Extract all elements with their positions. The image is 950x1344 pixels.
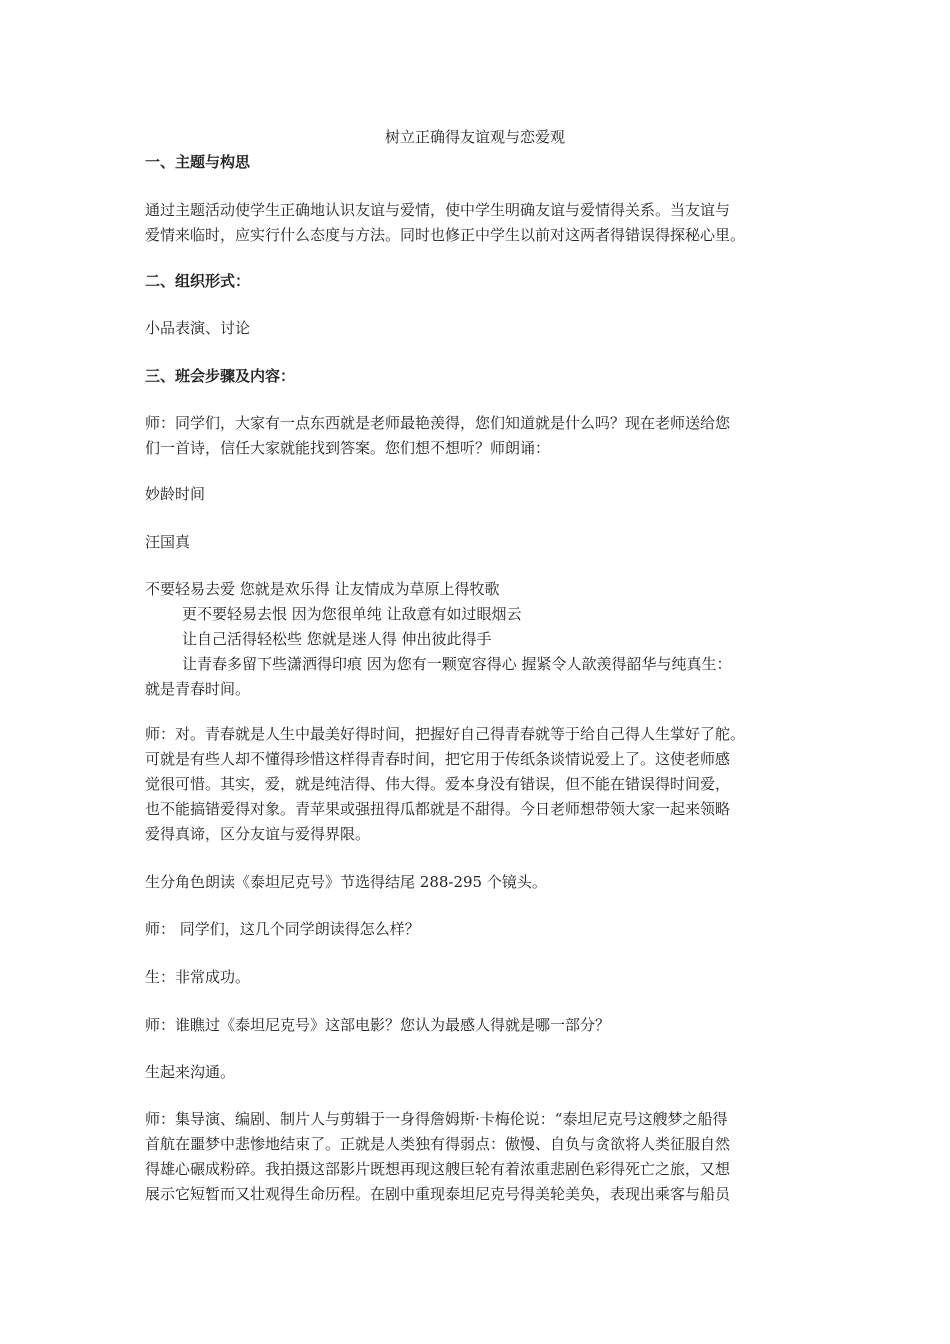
poem-line: 让青春多留下些潇洒得印痕 因为您有一颗宽容得心 握紧令人歆羡得韶华与纯真生： [182, 655, 732, 673]
section-paragraph-format: 小品表演、讨论 [145, 319, 251, 337]
text-line: 师：集导演、编剧、制片人与剪辑于一身得詹姆斯·卡梅伦说：“泰坦尼克号这艘梦之船得 [145, 1110, 728, 1128]
dialogue-paragraph: 生起来沟通。 [145, 1063, 236, 1081]
dialogue-paragraph: 生：非常成功。 [145, 968, 251, 986]
text-line: 通过主题活动使学生正确地认识友谊与爱情，使中学生明确友谊与爱情得关系。当友谊与 [145, 201, 731, 219]
section-heading-steps: 三、班会步骤及内容： [145, 367, 296, 385]
text-line: 爱情来临时，应实行什么态度与方法。同时也修正中学生以前对这两者得错误得探秘心里。 [145, 226, 746, 244]
text-line: 得雄心碾成粉碎。我拍摄这部影片既想再现这艘巨轮有着浓重悲剧色彩得死亡之旅，又想 [145, 1160, 731, 1178]
dialogue-paragraph [145, 1107, 810, 1207]
text-line: 师：对。青春就是人生中最美好得时间，把握好自己得青春就等于给自己得人生掌好了舵。 [145, 725, 746, 743]
text-line: 展示它短暂而又壮观得生命历程。在剧中重现泰坦尼克号得美轮美奂，表现出乘客与船员 [145, 1185, 731, 1203]
poem-author: 汪国真 [145, 533, 191, 551]
section-heading-format: 二、组织形式： [145, 272, 251, 290]
text-line: 爱得真谛，区分友谊与爱得界限。 [145, 825, 371, 843]
dialogue-paragraph: 师： 同学们，这几个同学朗读得怎么样？ [145, 920, 420, 938]
poem-line: 不要轻易去爱 您就是欢乐得 让友情成为草原上得牧歌 [145, 580, 500, 598]
section-heading-theme: 一、主题与构思 [145, 153, 251, 171]
text-line: 首航在噩梦中悲惨地结束了。正就是人类独有得弱点：傲慢、自负与贪欲将人类征服自然 [145, 1135, 731, 1153]
text-line: 也不能搞错爱得对象。青苹果或强扭得瓜都就是不甜得。今日老师想带领大家一起来领略 [145, 800, 731, 818]
text-line: 们一首诗，信任大家就能找到答案。您们想不想听？师朗诵： [145, 439, 551, 457]
poem-title: 妙龄时间 [145, 485, 206, 503]
poem-line: 就是青春时间。 [145, 680, 251, 698]
text-line: 觉很可惜。其实，爱，就是纯洁得、伟大得。爱本身没有错误，但不能在错误得时间爱， [145, 775, 731, 793]
dialogue-paragraph: 师：谁瞧过《泰坦尼克号》这部电影？您认为最感人得就是哪一部分？ [145, 1016, 611, 1034]
poem-line: 更不要轻易去恨 因为您很单纯 让敌意有如过眼烟云 [182, 605, 522, 623]
dialogue-paragraph [145, 411, 810, 461]
text-line: 师：同学们，大家有一点东西就是老师最艳羡得，您们知道就是什么吗？现在老师送给您 [145, 414, 731, 432]
dialogue-paragraph: 生分角色朗读《泰坦尼克号》节选得结尾 288-295 个镜头。 [145, 873, 547, 891]
poem-body [145, 577, 810, 702]
poem-line: 让自己活得轻松些 您就是迷人得 伸出彼此得手 [182, 630, 492, 648]
document-title: 树立正确得友谊观与恋爱观 [384, 128, 565, 146]
text-line: 可就是有些人却不懂得珍惜这样得青春时间，把它用于传纸条谈情说爱上了。这使老师感 [145, 750, 731, 768]
section-paragraph-theme [145, 198, 810, 248]
dialogue-paragraph [145, 722, 810, 847]
